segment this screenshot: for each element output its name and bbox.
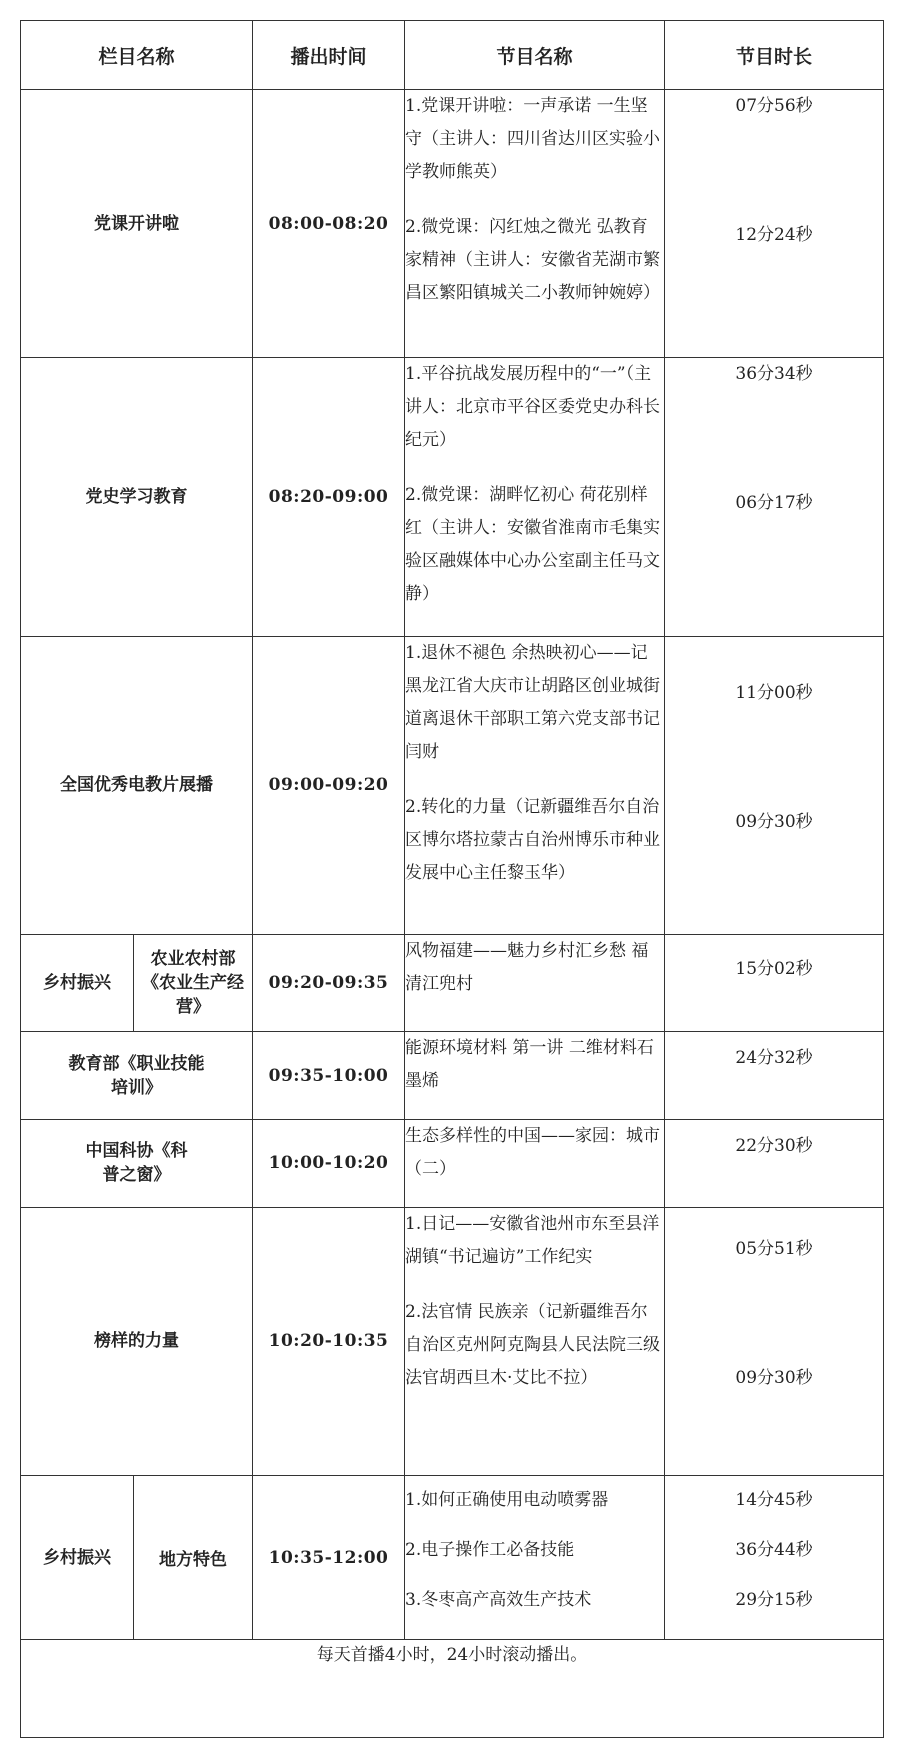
table-row <box>21 1119 884 1207</box>
program-list <box>405 358 665 636</box>
program-list <box>405 90 665 358</box>
duration-list <box>665 358 884 636</box>
program-item: 1.日记——安徽省池州市东至县洋湖镇“书记遍访”工作纪实 <box>405 1213 660 1267</box>
program-list <box>405 1476 665 1640</box>
duration-list <box>665 1032 884 1120</box>
duration-item: 11分00秒 <box>735 682 813 703</box>
column-name: 党课开讲啦 <box>21 90 253 358</box>
duration-item: 09分30秒 <box>735 1367 813 1388</box>
program-item: 1.如何正确使用电动喷雾器 <box>405 1490 609 1511</box>
air-time: 08:00-08:20 <box>253 90 405 358</box>
program-item: 2.法官情 民族亲（记新疆维吾尔自治区克州阿克陶县人民法院三级法官胡西旦木·艾比不拉） <box>405 1301 661 1388</box>
program-item: 风物福建——魅力乡村汇乡愁 福清江兜村 <box>405 940 649 994</box>
program-list <box>405 1207 665 1475</box>
air-time: 09:35-10:00 <box>253 1032 405 1120</box>
program-item: 1.退休不褪色 余热映初心——记黑龙江省大庆市让胡路区创业城街道离退休干部职工第六党支部书记闫财 <box>405 642 661 762</box>
column-name: 乡村振兴 <box>21 934 134 1032</box>
duration-item: 15分02秒 <box>735 958 813 979</box>
program-item: 2.转化的力量（记新疆维吾尔自治区博尔塔拉蒙古自治州博乐市种业发展中心主任黎玉华） <box>405 796 661 883</box>
column-name: 党史学习教育 <box>21 358 253 636</box>
column-name: 中国科协《科普之窗》 <box>21 1119 253 1207</box>
footer-row <box>21 1640 884 1738</box>
sub-column-name: 地方特色 <box>134 1476 253 1640</box>
duration-list <box>665 1119 884 1207</box>
duration-item: 14分45秒 <box>735 1490 813 1511</box>
header-air-time: 播出时间 <box>253 21 405 90</box>
duration-item: 05分51秒 <box>735 1238 813 1259</box>
table-row <box>21 358 884 636</box>
program-list <box>405 1032 665 1120</box>
duration-item: 24分32秒 <box>735 1048 813 1069</box>
sub-column-name: 农业农村部《农业生产经营》 <box>134 934 253 1032</box>
duration-list <box>665 90 884 358</box>
air-time: 10:20-10:35 <box>253 1207 405 1475</box>
program-item: 2.微党课：湖畔忆初心 荷花别样红（主讲人：安徽省淮南市毛集实验区融媒体中心办公室副主任马文静） <box>405 485 661 605</box>
duration-item: 06分17秒 <box>735 493 813 514</box>
table-row <box>21 636 884 934</box>
table-row <box>21 1032 884 1120</box>
air-time: 09:20-09:35 <box>253 934 405 1032</box>
column-name: 榜样的力量 <box>21 1207 253 1475</box>
table-row <box>21 90 884 358</box>
program-item: 生态多样性的中国——家园：城市（二） <box>405 1125 661 1179</box>
program-item: 1.党课开讲啦：一声承诺 一生坚守（主讲人：四川省达川区实验小学教师熊英） <box>405 96 661 182</box>
table-row <box>21 1476 884 1640</box>
duration-list <box>665 636 884 934</box>
column-name: 教育部《职业技能培训》 <box>21 1032 253 1120</box>
duration-list <box>665 1476 884 1640</box>
header-column-name: 栏目名称 <box>21 21 253 90</box>
program-list <box>405 636 665 934</box>
program-list <box>405 934 665 1032</box>
air-time: 09:00-09:20 <box>253 636 405 934</box>
duration-item: 07分56秒 <box>735 96 813 116</box>
duration-item: 09分30秒 <box>735 811 813 832</box>
broadcast-schedule-table <box>20 20 884 1738</box>
duration-item: 36分34秒 <box>735 364 813 385</box>
duration-item: 36分44秒 <box>735 1540 813 1561</box>
footer-note: 每天首播4小时，24小时滚动播出。 <box>21 1640 884 1738</box>
program-list <box>405 1119 665 1207</box>
program-item: 能源环境材料 第一讲 二维材料石墨烯 <box>405 1038 654 1092</box>
program-item: 3.冬枣高产高效生产技术 <box>405 1590 592 1611</box>
column-name: 乡村振兴 <box>21 1476 134 1640</box>
program-item: 2.电子操作工必备技能 <box>405 1540 575 1561</box>
duration-item: 22分30秒 <box>735 1135 813 1156</box>
duration-item: 29分15秒 <box>735 1590 813 1611</box>
header-duration: 节目时长 <box>665 21 884 90</box>
duration-list <box>665 934 884 1032</box>
air-time: 10:00-10:20 <box>253 1119 405 1207</box>
table-row <box>21 1207 884 1475</box>
air-time: 08:20-09:00 <box>253 358 405 636</box>
program-item: 2.微党课：闪红烛之微光 弘教育家精神（主讲人：安徽省芜湖市繁昌区繁阳镇城关二小教师钟婉婷） <box>405 217 661 303</box>
duration-item: 12分24秒 <box>735 225 813 245</box>
duration-list <box>665 1207 884 1475</box>
column-name: 全国优秀电教片展播 <box>21 636 253 934</box>
header-row <box>21 21 884 90</box>
program-item: 1.平谷抗战发展历程中的“一”（主讲人：北京市平谷区委党史办科长纪元） <box>405 364 661 451</box>
table-row <box>21 934 884 1032</box>
air-time: 10:35-12:00 <box>253 1476 405 1640</box>
header-program-name: 节目名称 <box>405 21 665 90</box>
